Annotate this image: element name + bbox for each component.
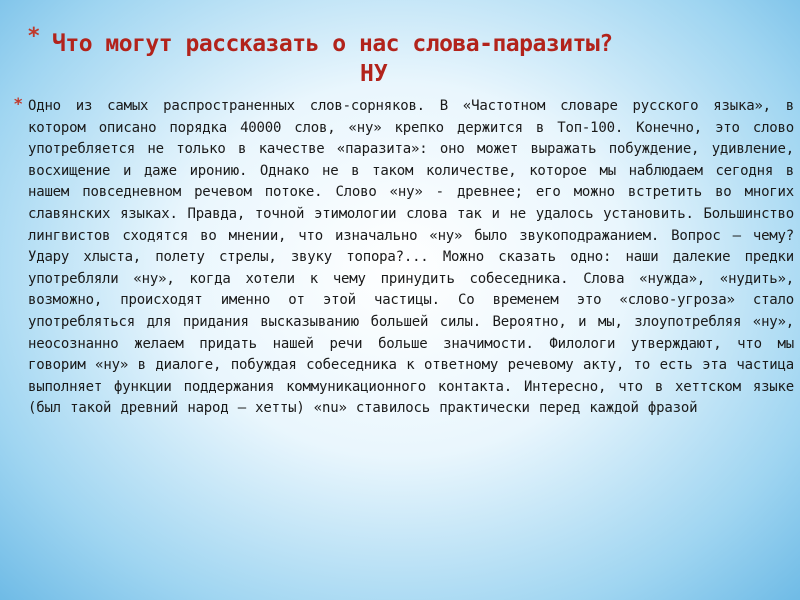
title-bullet-icon: * xyxy=(28,24,40,49)
body-paragraph: Одно из самых распространенных слов-сорняков. В «Частотном словаре русского языка», в котором описано порядка 40000 слов, «ну» крепко держится в Топ-100. Конечно, это слово употребляется не только в качестве «паразита»: оно может выражать побуждение, удивление, восхищение и даже иронию. Однако не в таком количестве, которое мы наблюдаем сегодня в нашем повседневном речевом потоке. Слово «ну» - древнее; его можно встретить во многих славянских языках. Правда, точной этимологии слова так и не удалось установить. Большинство лингвистов сходятся во мнении, что изначально «ну» было звукоподражанием. Вопрос – чему? Удару хлыста, полету стрелы, звуку топора?... Можно сказать одно: наши далекие предки употребляли «ну», когда хотели к чему принудить собеседника. Слова «нужда», «нудить», возможно, происходят именно от этой частицы. Со временем это «слово-угроза» стало употребляться для придания высказыванию большей силы. Вероятно, и мы, злоупотребляя «ну», неосознанно желаем придать нашей речи больше значимости. Филологи утверждают, что мы говорим «ну» в диалоге, побуждая собеседника к ответному речевому акту, то есть эта частица выполняет функции поддержания коммуникационного контакта. Интересно, что в хеттском языке (был такой древний народ – хетты) «nu» ставилось практически перед каждой фразой xyxy=(28,98,794,417)
text-bullet-icon: * xyxy=(14,94,23,113)
slide-subtitle: НУ xyxy=(360,61,388,87)
slide-title: Что могут рассказать о нас слова-паразиты? xyxy=(52,31,613,57)
